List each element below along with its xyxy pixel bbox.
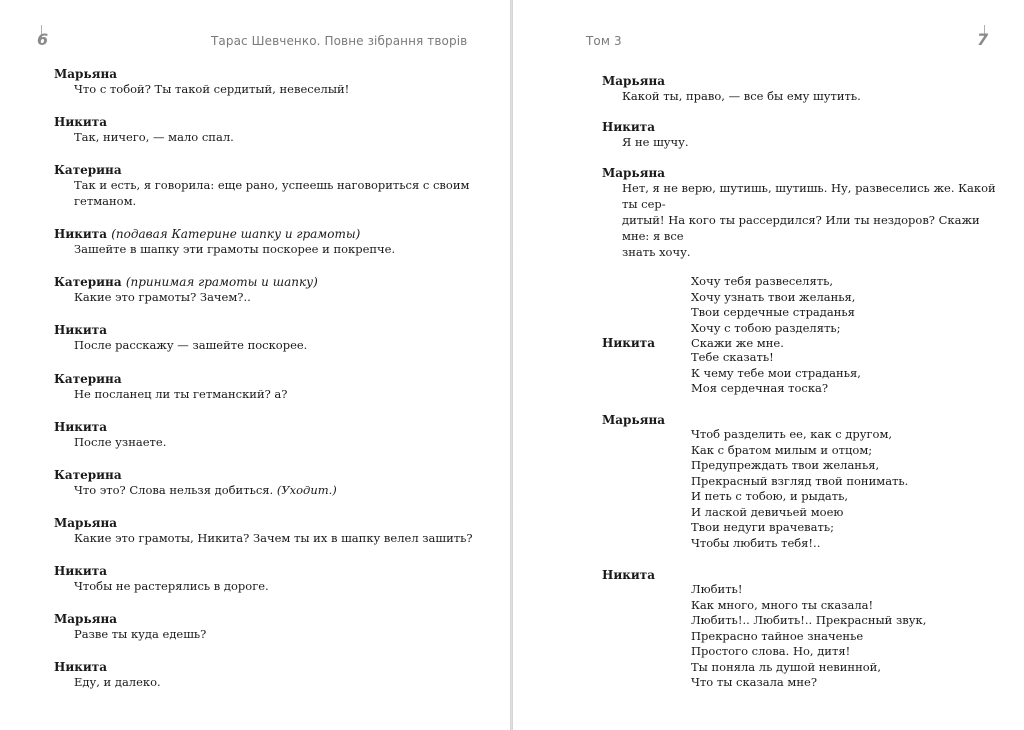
speech-line: Еду, и далеко. <box>74 675 161 689</box>
verse-line: Что ты сказала мне? <box>691 675 818 689</box>
speaker-label: Катерина <box>54 275 122 289</box>
page-number-left: 6 <box>37 30 49 49</box>
verse-line: Тебе сказать! <box>691 350 774 364</box>
speech-line: После узнаете. <box>74 435 167 449</box>
dialogue-entry <box>54 227 474 275</box>
speech-line: гетманом. <box>74 194 137 208</box>
dialogue-entry <box>54 372 474 420</box>
speaker-name: Марьяна <box>54 516 118 530</box>
verse-line: И лаской девичьей моею <box>691 504 844 519</box>
speaker-name: Марьяна <box>54 612 118 626</box>
verse-line: Хочу с тобою разделять; <box>691 320 841 335</box>
speaker-name: Марьяна <box>602 413 666 427</box>
speaker-name <box>54 275 474 289</box>
dialogue-entry <box>602 120 1002 166</box>
dialogue-entry <box>602 336 1002 413</box>
running-head-right: Том 3 <box>586 34 622 48</box>
dialogue-entry <box>54 115 474 163</box>
dialogue-entry <box>54 275 474 323</box>
verse-line: Хочу тебя развеселять, <box>691 274 833 288</box>
speech-line: Разве ты куда едешь? <box>74 627 207 641</box>
verse-line: Любить!.. Любить!.. Прекрасный звук, <box>691 613 927 627</box>
dialogue-entry <box>54 516 474 564</box>
speech-line: Какие это грамоты, Никита? Зачем ты их в шапку велел зашить? <box>74 531 473 545</box>
speech-line: После расскажу — зашейте поскорее. <box>74 338 308 352</box>
running-head-left: Тарас Шевченко. Повне зібрання творів <box>211 34 468 48</box>
dialogue-entry <box>54 420 474 468</box>
stage-direction: (Уходит.) <box>276 483 337 497</box>
verse-line: Твои недуги врачевать; <box>691 520 834 534</box>
speaker-name: Катерина <box>54 468 122 482</box>
verse-line: Ты поняла ль душой невинной, <box>691 659 881 674</box>
dialogue-entry <box>54 468 474 516</box>
speaker-name: Марьяна <box>602 166 666 180</box>
verse-line: Предупреждать твои желанья, <box>691 458 880 472</box>
dialogue-entry <box>54 323 474 372</box>
dialogue-entry <box>54 163 474 227</box>
speaker-label: Никита <box>54 227 108 241</box>
speech-line: Чтобы не растерялись в дороге. <box>74 579 269 593</box>
speech-line: Зашейте в шапку эти грамоты поскорее и покрепче. <box>74 242 396 256</box>
verse-line: Простого слова. Но, дитя! <box>691 644 851 658</box>
stage-direction: (принимая грамоты и шапку) <box>125 275 318 289</box>
speaker-name: Катерина <box>54 372 122 386</box>
stage-direction: (подавая Катерине шапку и грамоты) <box>111 227 361 241</box>
speech-line: Так и есть, я говорила: еще рано, успеешь наговориться с своим <box>74 178 470 192</box>
speaker-name: Никита <box>54 323 108 337</box>
speech-line: Не посланец ли ты гетманский? а? <box>74 387 288 401</box>
speaker-name: Катерина <box>54 163 122 177</box>
speech-line: Какие это грамоты? Зачем?.. <box>74 290 251 304</box>
verse-line: Как с братом милым и отцом; <box>691 442 873 457</box>
speaker-name: Никита <box>54 660 108 674</box>
dialogue-entry <box>54 564 474 612</box>
dialogue-entry <box>602 568 1002 692</box>
speech-line: Нет, я не верю, шутишь, шутишь. Ну, развеселись же. Какой ты сер- <box>622 181 996 211</box>
speaker-name: Никита <box>602 568 656 582</box>
speech-text: Что это? Слова нельзя добиться. <box>74 483 274 497</box>
speech-line: Я не шучу. <box>622 135 689 149</box>
verse-line: И петь с тобою, и рыдать, <box>691 489 849 503</box>
dialogue-entry <box>602 74 1002 120</box>
verse-line: К чему тебе мои страданья, <box>691 365 861 380</box>
speech-line: Что с тобой? Ты такой сердитый, невеселый! <box>74 82 350 96</box>
speech-line <box>54 482 474 498</box>
verse-line: Моя сердечная тоска? <box>691 381 829 395</box>
verse-line: Любить! <box>691 582 743 596</box>
dialogue-entry <box>54 612 474 660</box>
speaker-name: Никита <box>602 120 656 134</box>
speaker-name <box>54 227 474 241</box>
speech-line: дитый! На кого ты рассердился? Или ты нездоров? Скажи мне: я все <box>622 213 980 243</box>
speech-line: знать хочу. <box>622 245 691 259</box>
dialogue-entry <box>54 660 474 694</box>
verse-line: Скажи же мне. <box>691 336 784 350</box>
speaker-name: Никита <box>602 336 656 350</box>
verse-line: Как много, много ты сказала! <box>691 597 874 612</box>
left-page <box>0 0 511 730</box>
verse-line: Твои сердечные страданья <box>691 305 855 319</box>
speaker-name: Никита <box>54 420 108 434</box>
speaker-name: Никита <box>54 564 108 578</box>
right-page <box>513 0 1024 730</box>
dialogue-entry <box>602 413 1002 568</box>
verse-line: Прекрасно тайное значенье <box>691 628 864 643</box>
speech-line: Так, ничего, — мало спал. <box>74 130 234 144</box>
dialogue-entry <box>54 67 474 115</box>
speaker-name: Марьяна <box>54 67 118 81</box>
speaker-name: Марьяна <box>602 74 666 88</box>
verse-line: Чтобы любить тебя!.. <box>691 535 821 550</box>
page-number-right: 7 <box>977 30 989 49</box>
speech-line: Какой ты, право, — все бы ему шутить. <box>622 89 861 103</box>
verse-line: Хочу узнать твои желанья, <box>691 289 856 304</box>
speaker-name: Никита <box>54 115 108 129</box>
verse-line: Чтоб разделить ее, как с другом, <box>691 427 893 441</box>
verse-line: Прекрасный взгляд твой понимать. <box>691 473 909 488</box>
